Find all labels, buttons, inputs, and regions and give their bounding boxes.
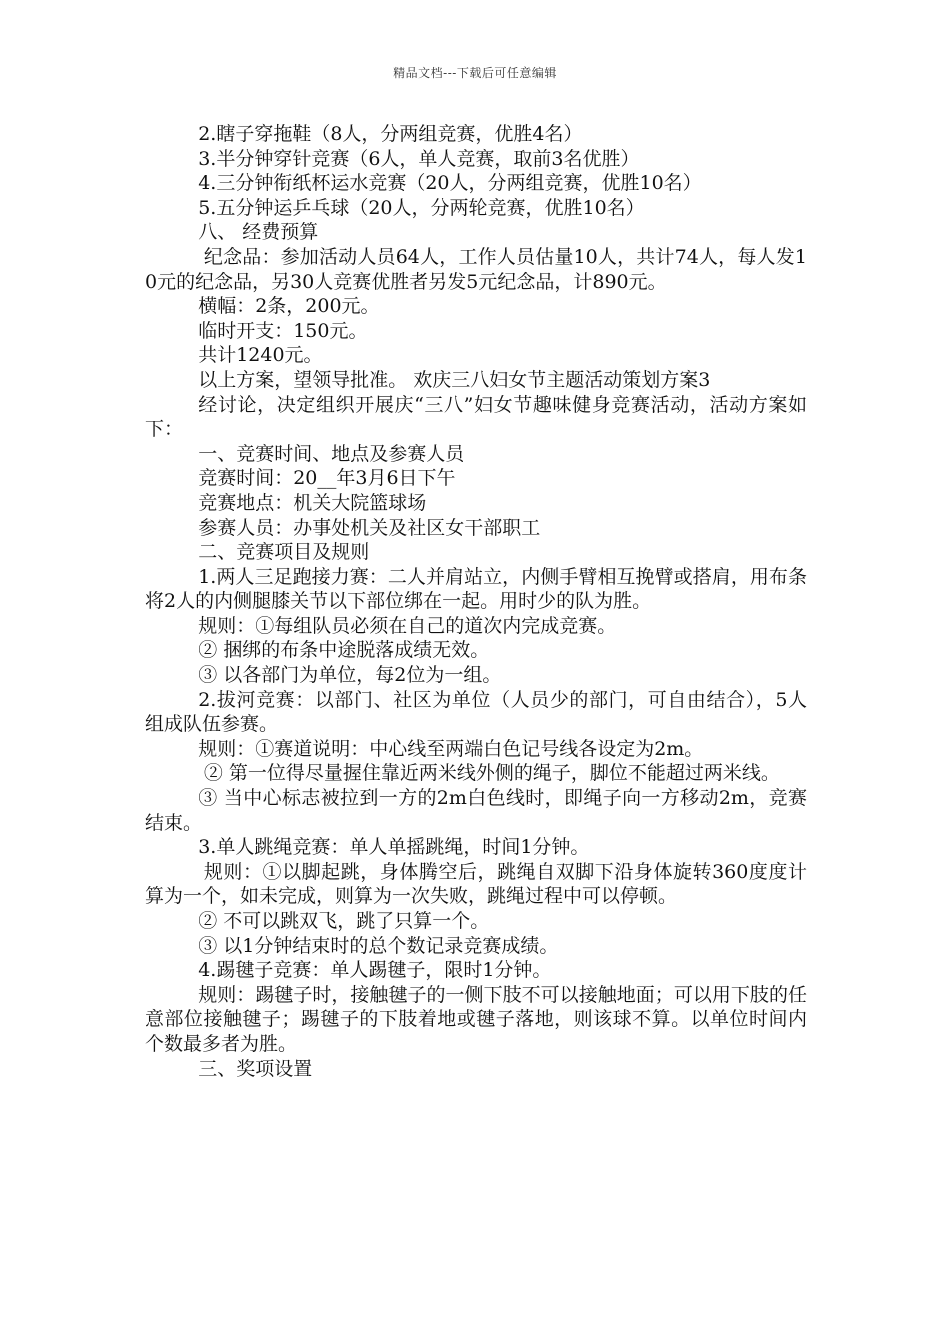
paragraph: 5.五分钟运乒乓球（20人，分两轮竞赛，优胜10名） bbox=[198, 196, 645, 219]
paragraph: 4.踢毽子竞赛：单人踢毽子，限时1分钟。 bbox=[198, 959, 552, 982]
paragraph: 1.两人三足跑接力赛：二人并肩站立，内侧手臂相互挽臂或搭肩，用布条将2人的内侧腿膝关节以下部位绑在一起。用时少的队为胜。 bbox=[145, 565, 807, 613]
paragraph: 3.半分钟穿针竞赛（6人，单人竞赛，取前3名优胜） bbox=[198, 147, 640, 170]
paragraph: 参赛人员：办事处机关及社区女干部职工 bbox=[198, 516, 541, 539]
paragraph: 3.单人跳绳竞赛：单人单摇跳绳，时间1分钟。 bbox=[198, 836, 590, 859]
paragraph: ② 不可以跳双飞，跳了只算一个。 bbox=[198, 910, 490, 932]
paragraph: ② 第一位得尽量握住靠近两米线外侧的绳子，脚位不能超过两米线。 bbox=[203, 762, 780, 785]
section-heading: 一、竞赛时间、地点及参赛人员 bbox=[198, 442, 465, 465]
paragraph: 规则：踢毽子时，接触毽子的一侧下肢不可以接触地面；可以用下肢的任意部位接触毽子；踢毽子的下肢着地或毽子落地，则该球不算。以单位时间内个数最多者为胜。 bbox=[145, 983, 807, 1055]
section-heading: 二、竞赛项目及规则 bbox=[198, 541, 370, 564]
paragraph: 规则：①赛道说明：中心线至两端白色记号线各设定为2m。 bbox=[198, 737, 704, 760]
paragraph: ③ 当中心标志被拉到一方的2m白色线时，即绳子向一方移动2m，竞赛结束。 bbox=[145, 787, 807, 834]
paragraph: ② 捆绑的布条中途脱落成绩无效。 bbox=[198, 639, 490, 662]
page-header: 精品文档---下载后可任意编辑 bbox=[393, 66, 557, 80]
paragraph: 规则：①以脚起跳，身体腾空后，跳绳自双脚下沿身体旋转360度度计算为一个，如未完成，则算为一次失败，跳绳过程中可以停顿。 bbox=[145, 860, 807, 908]
paragraph: 经讨论，决定组织开展庆“三八”妇女节趣味健身竞赛活动，活动方案如下： bbox=[145, 393, 807, 441]
paragraph: ③ 以1分钟结束时的总个数记录竞赛成绩。 bbox=[198, 934, 559, 957]
document-body bbox=[145, 122, 807, 1081]
paragraph: 共计1240元。 bbox=[198, 344, 323, 367]
section-heading: 八、 经费预算 bbox=[198, 221, 319, 244]
section-heading: 三、奖项设置 bbox=[198, 1057, 313, 1080]
paragraph: 2.拔河竞赛：以部门、社区为单位（人员少的部门，可自由结合），5人组成队伍参赛。 bbox=[145, 688, 807, 736]
paragraph: 规则：①每组队员必须在自己的道次内完成竞赛。 bbox=[198, 614, 617, 637]
paragraph: 竞赛地点：机关大院篮球场 bbox=[198, 491, 427, 514]
paragraph: 纪念品：参加活动人员64人，工作人员估量10人，共计74人，每人发10元的纪念品，另30人竞赛优胜者另发5元纪念品，计890元。 bbox=[145, 245, 807, 293]
paragraph: 以上方案，望领导批准。 欢庆三八妇女节主题活动策划方案3 bbox=[198, 368, 711, 391]
paragraph: 竞赛时间：20__年3月6日下午 bbox=[198, 467, 456, 490]
paragraph: 临时开支：150元。 bbox=[198, 319, 368, 342]
paragraph: 横幅：2条，200元。 bbox=[198, 295, 380, 318]
paragraph: 4.三分钟衔纸杯运水竞赛（20人，分两组竞赛，优胜10名） bbox=[198, 172, 702, 195]
paragraph: ③ 以各部门为单位，每2位为一组。 bbox=[198, 664, 502, 687]
paragraph: 2.瞎子穿拖鞋（8人，分两组竞赛，优胜4名） bbox=[198, 123, 583, 145]
